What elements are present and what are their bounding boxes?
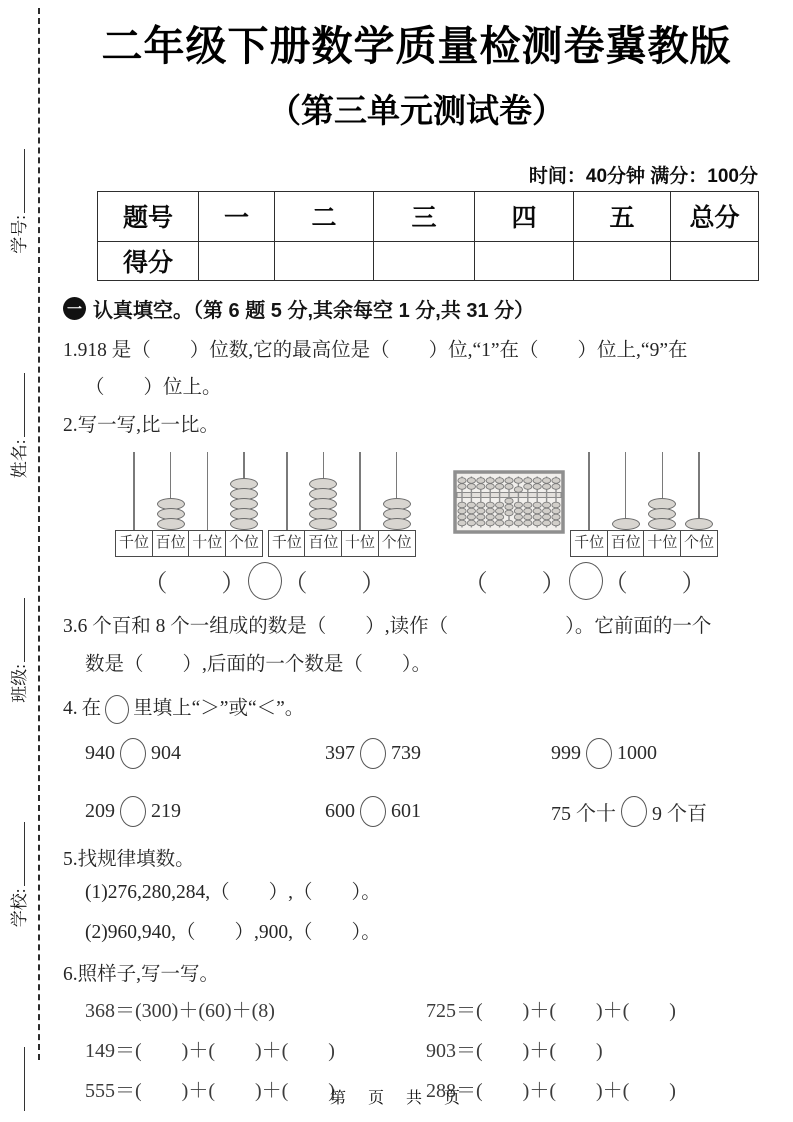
blank-parens: （ ） <box>463 571 568 598</box>
score-row-label: 得分 <box>98 241 199 280</box>
paper-title: 二年级下册数学质量检测卷冀教版 <box>101 23 732 69</box>
question-number: 1. <box>63 339 78 361</box>
paper-subtitle: （第三单元测试卷） <box>268 91 565 129</box>
place-value-label: 个位 <box>378 530 416 557</box>
equation: 903＝( )＋( ) <box>426 1039 603 1062</box>
question-3-line1 <box>63 608 793 646</box>
compare-pair <box>325 796 551 827</box>
compare-pair <box>551 738 783 769</box>
section-heading-text: 认真填空。（第 6 题 5 分,其余每空 1 分,共 31 分） <box>93 299 535 322</box>
question-5 <box>63 847 793 873</box>
name-label: 姓名: <box>10 439 29 479</box>
question-4-pairs <box>85 738 783 827</box>
compare-circle <box>360 796 386 827</box>
score-blank-cell <box>574 241 671 280</box>
equation: 288＝( )＋( )＋( ) <box>426 1079 676 1102</box>
student-number-label: 学号: <box>10 215 29 254</box>
score-blank-cell <box>475 241 574 280</box>
place-value-label: 个位 <box>225 530 263 557</box>
question-6 <box>63 962 793 988</box>
question-1-line2: （ ）位上。 <box>85 376 222 398</box>
abacus-rod <box>152 452 190 557</box>
test-paper <box>40 0 793 1122</box>
question-number: 3. <box>63 615 78 637</box>
score-table-corner: 题号 <box>98 191 199 241</box>
pair-right: 904 <box>151 741 181 764</box>
time-and-score-info: 时间：40分钟 满分：100分 <box>528 165 758 187</box>
comparison-blank-row <box>453 562 718 600</box>
abacus-bead <box>685 518 713 530</box>
pair-right: 601 <box>391 799 421 822</box>
place-value-abacus <box>115 452 263 557</box>
abacus-rod <box>268 452 306 557</box>
comparison-blank-row <box>115 562 416 600</box>
place-value-label: 百位 <box>304 530 342 557</box>
place-value-label: 十位 <box>341 530 379 557</box>
pair-left: 209 <box>85 799 115 822</box>
pair-left: 999 <box>551 741 581 764</box>
compare-circle <box>586 738 612 769</box>
score-table-col: 四 <box>475 191 574 241</box>
pair-left: 600 <box>325 799 355 822</box>
question-number: 5. <box>63 848 78 870</box>
question-number: 6. <box>63 963 78 985</box>
question-1 <box>63 332 793 406</box>
abacus-rod <box>607 452 645 557</box>
section-one-heading <box>63 294 793 323</box>
question-text: 6 个百和 8 个一组成的数是（ ）,读作（ ）。它前面的一个 <box>77 615 712 637</box>
place-value-label: 千位 <box>115 530 153 557</box>
student-info-sidebar <box>5 149 41 1111</box>
compare-pair <box>551 796 783 827</box>
abacus-rod <box>225 452 263 557</box>
place-value-abacus <box>570 452 718 557</box>
page-footer: 第 页 共 页 <box>329 1090 463 1107</box>
abacus-rod <box>341 452 379 557</box>
sequence-item: (1)276,280,284,（ ）,（ ）。 <box>85 881 381 903</box>
place-value-abacus <box>268 452 416 557</box>
section-number-icon: 一 <box>63 297 86 320</box>
compare-pair <box>85 738 325 769</box>
abacus-bead <box>157 518 185 530</box>
abacus-rod <box>304 452 342 557</box>
abacus-rod <box>115 452 153 557</box>
pair-right: 219 <box>151 799 181 822</box>
question-5-items <box>85 873 793 953</box>
sidebar-item-student-number <box>5 149 30 254</box>
equation: 725＝( )＋( )＋( ) <box>426 999 676 1022</box>
question-text: 找规律填数。 <box>77 848 195 870</box>
compare-circle <box>569 562 603 600</box>
compare-circle <box>248 562 282 600</box>
score-table-col: 一 <box>199 191 275 241</box>
question-text: 里填上“＞”或“＜”。 <box>133 698 305 720</box>
score-table <box>97 191 759 281</box>
equation: 149＝( )＋( )＋( ) <box>85 1039 335 1062</box>
score-blank-cell <box>671 241 759 280</box>
suanpan-abacus-image <box>453 470 565 534</box>
question-text: 写一写,比一比。 <box>77 414 220 436</box>
pair-left: 397 <box>325 741 355 764</box>
question-number: 2. <box>63 414 78 436</box>
abacus-compare-group-right <box>453 452 718 600</box>
place-value-label: 千位 <box>570 530 608 557</box>
question-text: 918 是（ ）位数,它的最高位是（ ）位,“1”在（ ）位上,“9”在 <box>77 339 688 361</box>
question-number: 4. <box>63 698 78 720</box>
abacus-bead <box>383 518 411 530</box>
pair-right: 1000 <box>617 741 657 764</box>
pair-right: 739 <box>391 741 421 764</box>
write-in-line <box>7 149 25 213</box>
abacus-bead <box>648 518 676 530</box>
compare-circle <box>360 738 386 769</box>
place-value-label: 十位 <box>188 530 226 557</box>
score-blank-cell <box>199 241 275 280</box>
question-1-line1 <box>63 332 793 369</box>
compare-circle <box>621 796 647 827</box>
compare-pair <box>85 796 325 827</box>
compare-circle <box>120 796 146 827</box>
blank-parens: （ ） <box>143 571 248 598</box>
question-3-line2: 数是（ ）,后面的一个数是（ ）。 <box>85 653 432 675</box>
compare-pair <box>325 738 551 769</box>
compare-circle <box>120 738 146 769</box>
blank-parens: （ ） <box>603 571 708 598</box>
question-2 <box>63 413 793 439</box>
abacus-bead <box>612 518 640 530</box>
blank-parens: （ ） <box>283 571 388 598</box>
score-table-col: 三 <box>374 191 475 241</box>
sidebar-item-school <box>5 823 30 928</box>
abacus-rod <box>570 452 608 557</box>
abacus-rod <box>680 452 718 557</box>
abacus-rod <box>188 452 226 557</box>
sidebar-item-name <box>5 374 30 479</box>
sequence-item: (2)960,940,（ ）,900,（ ）。 <box>85 921 381 943</box>
equation: 555＝( )＋( )＋( ) <box>85 1079 335 1102</box>
write-in-line <box>7 598 25 662</box>
score-table-col: 二 <box>275 191 374 241</box>
abacus-compare-group-left <box>115 452 416 600</box>
place-value-label: 个位 <box>680 530 718 557</box>
abacus-bead <box>309 518 337 530</box>
pair-right: 9 个百 <box>652 802 707 825</box>
write-in-line <box>7 823 25 887</box>
question-text: 照样子,写一写。 <box>77 963 220 985</box>
score-blank-cell <box>374 241 475 280</box>
place-value-label: 百位 <box>152 530 190 557</box>
place-value-label: 十位 <box>643 530 681 557</box>
score-blank-cell <box>275 241 374 280</box>
question-2-figure <box>115 452 718 600</box>
question-text: 在 <box>81 698 102 720</box>
class-label: 班级: <box>10 664 29 703</box>
abacus-rod <box>378 452 416 557</box>
school-label: 学校: <box>10 888 29 928</box>
score-table-col: 总分 <box>671 191 759 241</box>
abacus-bead <box>230 518 258 530</box>
abacus-rod <box>643 452 681 557</box>
fill-circle-icon <box>105 695 129 724</box>
pair-left: 75 个十 <box>551 802 616 825</box>
score-table-col: 五 <box>574 191 671 241</box>
question-4 <box>63 695 793 724</box>
write-in-line <box>7 374 25 438</box>
question-3 <box>63 608 793 684</box>
equation: 368＝(300)＋(60)＋(8) <box>85 999 275 1022</box>
place-value-label: 百位 <box>607 530 645 557</box>
sidebar-item-class <box>5 598 30 703</box>
pair-left: 940 <box>85 741 115 764</box>
place-value-label: 千位 <box>268 530 306 557</box>
